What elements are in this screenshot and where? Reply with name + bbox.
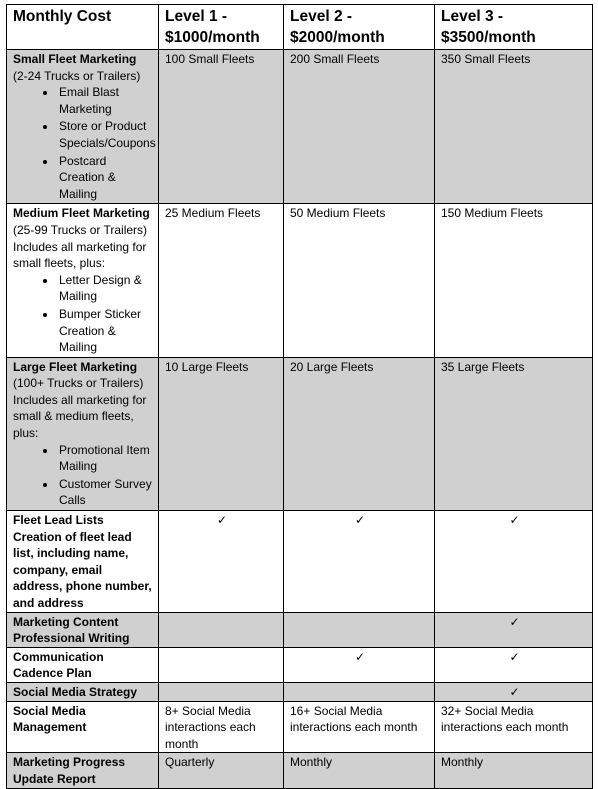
row-label bbox=[7, 682, 159, 701]
level-2-cell: 50 Medium Fleets bbox=[284, 204, 435, 357]
row-title: Large Fleet Marketing bbox=[13, 359, 138, 374]
checkmark-icon: ✓ bbox=[354, 649, 366, 664]
level-3-cell bbox=[435, 647, 593, 682]
row-title: Medium Fleet Marketing bbox=[13, 206, 150, 221]
header-monthly-cost: Monthly Cost bbox=[7, 5, 159, 50]
table-row bbox=[7, 612, 593, 647]
level-3-cell: Monthly bbox=[435, 753, 593, 788]
row-label bbox=[7, 647, 159, 682]
list-item: • Letter Design & Mailing bbox=[57, 272, 154, 305]
level-2-cell: Monthly bbox=[284, 753, 435, 788]
feature-list bbox=[13, 84, 154, 202]
list-item: • Customer Survey Calls bbox=[57, 476, 154, 509]
row-title: Social Media Management bbox=[13, 703, 87, 735]
row-intro: Includes all marketing for small & medium fleets, plus: bbox=[13, 392, 147, 441]
row-title: Fleet Lead Lists bbox=[13, 513, 104, 528]
level-1-cell: Quarterly bbox=[159, 753, 284, 788]
checkmark-icon: ✓ bbox=[216, 513, 228, 528]
row-label bbox=[7, 511, 159, 613]
row-label bbox=[7, 204, 159, 357]
level-3-cell: 32+ Social Media interactions each month bbox=[435, 701, 593, 753]
row-title: Marketing Content Professional Writing bbox=[13, 614, 130, 646]
list-item: • Promotional Item Mailing bbox=[57, 442, 154, 475]
table-row bbox=[7, 647, 593, 682]
table-row bbox=[7, 682, 593, 701]
level-3-cell: 350 Small Fleets bbox=[435, 50, 593, 204]
row-title: Social Media Strategy bbox=[13, 684, 138, 699]
level-3-cell: 35 Large Fleets bbox=[435, 357, 593, 510]
checkmark-icon: ✓ bbox=[509, 684, 520, 699]
checkmark-icon: ✓ bbox=[509, 614, 520, 629]
row-subtitle: (100+ Trucks or Trailers) bbox=[13, 376, 144, 391]
list-item: • Postcard Creation & Mailing bbox=[57, 153, 154, 203]
level-3-cell bbox=[435, 682, 593, 701]
list-item: • Bumper Sticker Creation & Mailing bbox=[57, 306, 154, 356]
level-1-cell: 100 Small Fleets bbox=[159, 50, 284, 204]
level-2-cell bbox=[284, 612, 435, 647]
row-title: Communication Cadence Plan bbox=[13, 649, 104, 681]
list-item: • Store or Product Specials/Coupons bbox=[57, 118, 154, 151]
row-label bbox=[7, 753, 159, 788]
checkmark-icon: ✓ bbox=[509, 649, 520, 664]
level-1-cell: 10 Large Fleets bbox=[159, 357, 284, 510]
header-row bbox=[7, 5, 593, 50]
level-2-cell: 200 Small Fleets bbox=[284, 50, 435, 204]
level-1-cell bbox=[159, 612, 284, 647]
row-subtitle: Creation of fleet lead list, including name, company, email address, phone number, and address bbox=[13, 529, 152, 610]
checkmark-icon: ✓ bbox=[354, 513, 366, 528]
level-1-cell bbox=[159, 511, 284, 613]
row-label bbox=[7, 701, 159, 753]
row-label bbox=[7, 612, 159, 647]
level-2-cell bbox=[284, 682, 435, 701]
level-2-cell: 20 Large Fleets bbox=[284, 357, 435, 510]
table-row bbox=[7, 50, 593, 204]
table-row bbox=[7, 511, 593, 613]
row-label bbox=[7, 357, 159, 510]
table-row bbox=[7, 357, 593, 510]
level-2-cell: 16+ Social Media interactions each month bbox=[284, 701, 435, 753]
level-1-cell: 25 Medium Fleets bbox=[159, 204, 284, 357]
table-row bbox=[7, 701, 593, 753]
pricing-table bbox=[6, 4, 593, 789]
level-1-cell bbox=[159, 647, 284, 682]
checkmark-icon: ✓ bbox=[509, 513, 520, 528]
header-level-2: Level 2 - $2000/month bbox=[284, 5, 435, 50]
level-1-cell: 8+ Social Media interactions each month bbox=[159, 701, 284, 753]
row-label bbox=[7, 50, 159, 204]
level-1-cell bbox=[159, 682, 284, 701]
table-row bbox=[7, 753, 593, 788]
level-3-cell: 150 Medium Fleets bbox=[435, 204, 593, 357]
header-level-3: Level 3 - $3500/month bbox=[435, 5, 593, 50]
row-title: Small Fleet Marketing bbox=[13, 52, 137, 66]
row-intro: Includes all marketing for small fleets, plus: bbox=[13, 239, 147, 271]
row-title: Marketing Progress Update Report bbox=[13, 755, 126, 786]
feature-list bbox=[13, 272, 154, 356]
header-level-1: Level 1 - $1000/month bbox=[159, 5, 284, 50]
list-item: • Email Blast Marketing bbox=[57, 84, 154, 117]
row-subtitle: (2-24 Trucks or Trailers) bbox=[13, 68, 141, 83]
level-2-cell bbox=[284, 511, 435, 613]
row-subtitle: (25-99 Trucks or Trailers) bbox=[13, 222, 148, 237]
level-3-cell bbox=[435, 511, 593, 613]
level-2-cell bbox=[284, 647, 435, 682]
level-3-cell bbox=[435, 612, 593, 647]
feature-list bbox=[13, 442, 154, 509]
table-row bbox=[7, 204, 593, 357]
